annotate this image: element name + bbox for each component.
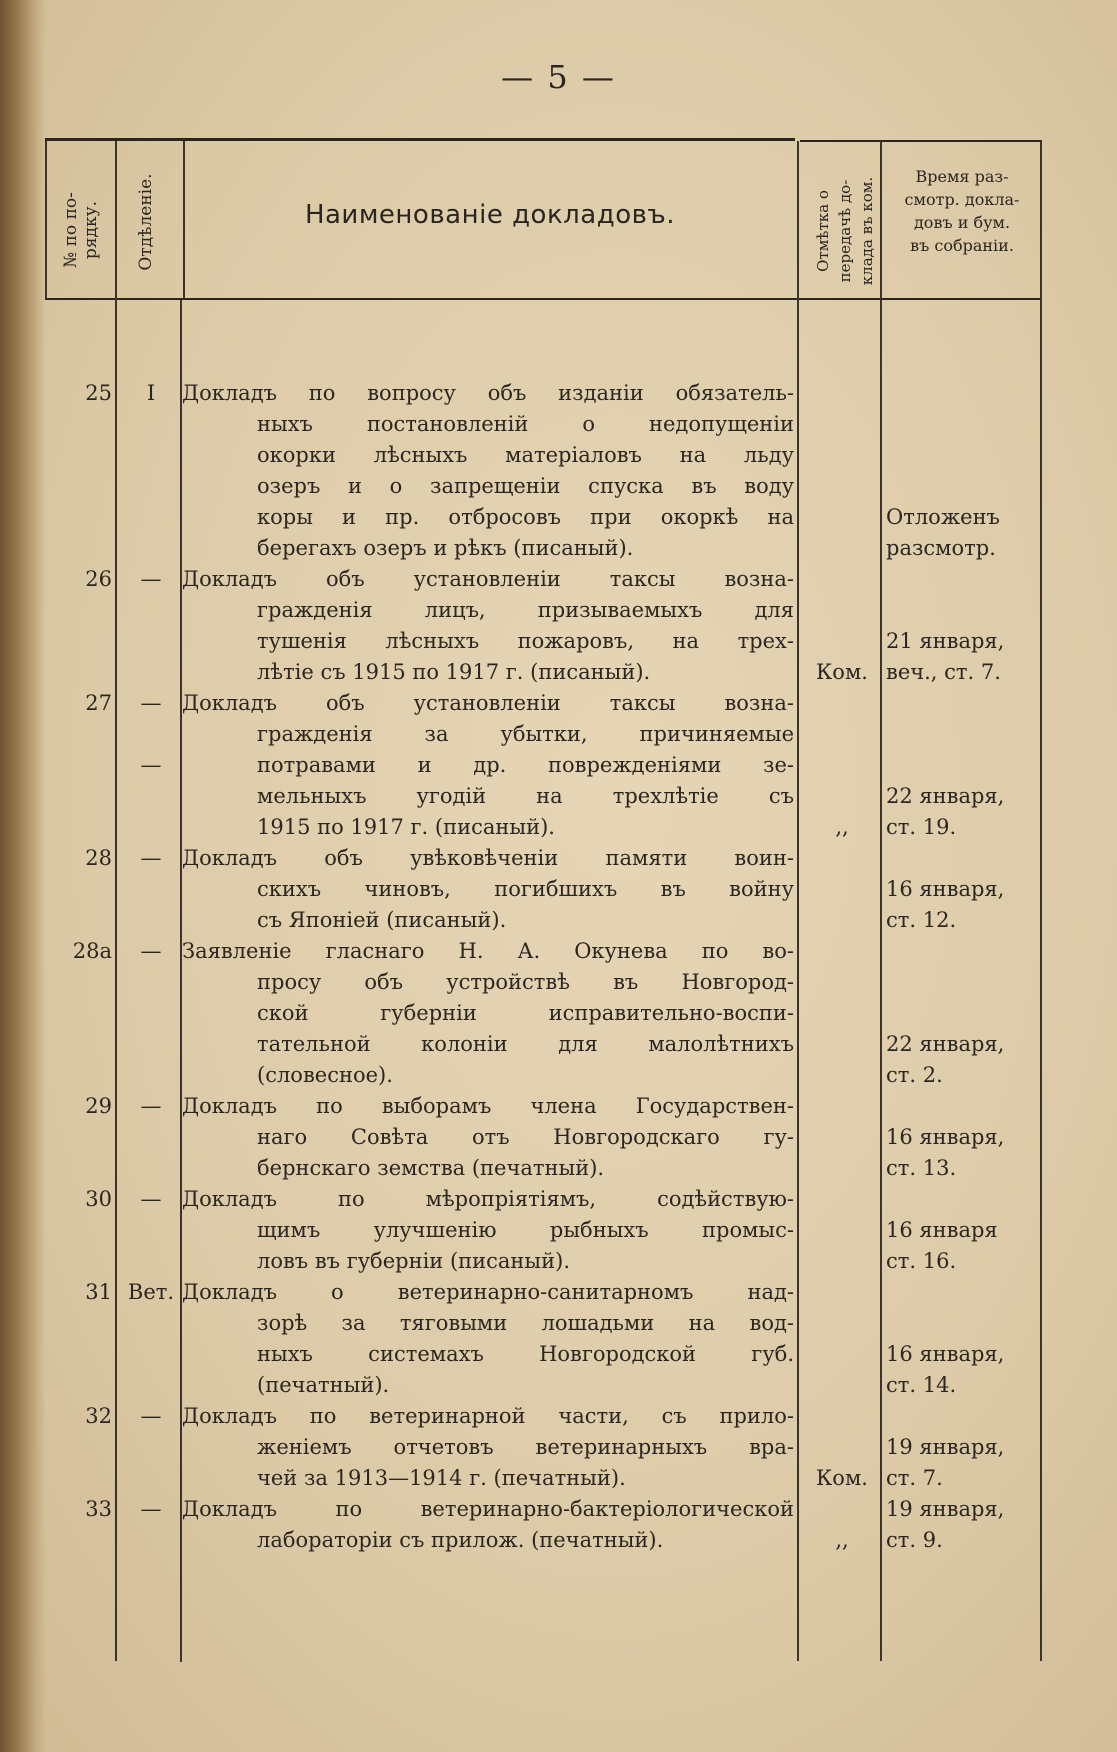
row-time: веч., ст. 7. [886, 660, 1001, 684]
row-number: 27 [85, 691, 112, 715]
row-title-line: гражденія за убытки, причиняемые [257, 722, 794, 746]
row-time: ст. 16. [886, 1249, 957, 1273]
row-time: 22 января, [886, 784, 1005, 808]
row-title-line: окорки лѣсныхъ матеріаловъ на льду [257, 443, 794, 467]
column-divider [115, 141, 117, 1661]
header-reference-column: Отмѣтка о передачѣ до- клада въ ком. [814, 176, 876, 286]
row-time: ст. 13. [886, 1156, 957, 1180]
row-title-line: (печатный). [257, 1373, 390, 1397]
row-title-line: берегахъ озеръ и рѣкъ (писаный). [257, 536, 634, 560]
row-title-line: Докладъ по выборамъ члена Государствен- [182, 1094, 794, 1118]
row-department: — [140, 1094, 162, 1118]
header-number-column: № по по- рядку. [61, 192, 101, 268]
header-title-column: Наименованіе докладовъ. [304, 200, 676, 230]
table-top-rule-right [800, 140, 1042, 142]
row-time: ст. 9. [886, 1528, 943, 1552]
row-title-line: ской губерніи исправительно-воспи- [257, 1001, 794, 1025]
table-top-rule [45, 138, 795, 141]
row-time: разсмотр. [886, 536, 996, 560]
row-time: 19 января, [886, 1435, 1005, 1459]
row-department: — [140, 1404, 162, 1428]
row-title-line: ловъ въ губерніи (писаный). [257, 1249, 571, 1273]
row-title-line: Докладъ по мѣропріятіямъ, содѣйствую- [182, 1187, 794, 1211]
row-title-line: (словесное). [257, 1063, 393, 1087]
row-time: ст. 14. [886, 1373, 957, 1397]
row-time: 19 января, [886, 1497, 1005, 1521]
column-divider [45, 141, 47, 299]
row-time: ст. 19. [886, 815, 957, 839]
row-title-line: потравами и др. поврежденіями зе- [257, 753, 794, 777]
row-title-line: 1915 по 1917 г. (писаный). [257, 815, 555, 839]
row-committee-mark: Ком. [816, 1466, 868, 1490]
row-number: 28 [85, 846, 112, 870]
column-divider [880, 141, 882, 1661]
row-time: 16 января, [886, 1125, 1005, 1149]
row-number: 33 [85, 1497, 112, 1521]
row-title-line: коры и пр. отбросовъ при окоркѣ на [257, 505, 794, 529]
row-title-line: зорѣ за тяговыми лошадьми на вод- [257, 1311, 794, 1335]
header-bottom-rule [45, 298, 1042, 300]
row-time: 22 января, [886, 1032, 1005, 1056]
row-title-line: Докладъ по ветеринарной части, съ прило- [182, 1404, 794, 1428]
row-department: I [146, 381, 156, 405]
row-title-line: Докладъ объ установленіи таксы возна- [182, 691, 794, 715]
header-department-column: Отдѣленіе. [136, 173, 156, 271]
row-title-line: бернскаго земства (печатный). [257, 1156, 605, 1180]
row-number: 28а [72, 939, 112, 963]
row-title-line: мельныхъ угодій на трехлѣтіе съ [257, 784, 794, 808]
row-department: — [140, 1187, 162, 1211]
row-title-line: лѣтіе съ 1915 по 1917 г. (писаный). [257, 660, 651, 684]
book-binding-shadow [0, 0, 46, 1752]
column-divider [1040, 141, 1042, 1661]
row-title-line: чей за 1913—1914 г. (печатный). [257, 1466, 626, 1490]
row-time: 16 января, [886, 1342, 1005, 1366]
row-title-line: съ Японіей (писаный). [257, 908, 507, 932]
row-number: 25 [85, 381, 112, 405]
row-committee-mark: ,, [835, 815, 849, 839]
row-number: 32 [85, 1404, 112, 1428]
row-title-line: скихъ чиновъ, погибшихъ въ войну [257, 877, 794, 901]
column-divider [180, 300, 182, 1662]
row-time: 16 января, [886, 877, 1005, 901]
row-time: 16 января [886, 1218, 998, 1242]
row-title-line: наго Совѣта отъ Новгородскаго гу- [257, 1125, 794, 1149]
column-divider [797, 141, 799, 1661]
row-department-mark: — [140, 753, 162, 777]
row-department: — [140, 939, 162, 963]
header-time-column: Время раз- смотр. докла- довъ и бум. въ собраніи. [904, 167, 1020, 255]
row-department: Вет. [127, 1280, 175, 1304]
page-number: — 5 — [501, 58, 616, 96]
row-committee-mark: ,, [835, 1528, 849, 1552]
row-number: 30 [85, 1187, 112, 1211]
row-title-line: Докладъ объ установленіи таксы возна- [182, 567, 794, 591]
row-title-line: ныхъ системахъ Новгородской губ. [257, 1342, 794, 1366]
row-time: 21 января, [886, 629, 1005, 653]
row-title-line: женіемъ отчетовъ ветеринарныхъ вра- [257, 1435, 794, 1459]
row-title-line: просу объ устройствѣ въ Новгород- [257, 970, 794, 994]
row-title-line: Заявленіе гласнаго Н. А. Окунева по во- [182, 939, 794, 963]
row-time: ст. 2. [886, 1063, 943, 1087]
row-time: ст. 7. [886, 1466, 943, 1490]
row-title-line: щимъ улучшенію рыбныхъ промыс- [257, 1218, 794, 1242]
row-title-line: ныхъ постановленій о недопущеніи [257, 412, 794, 436]
row-title-line: Докладъ по ветеринарно-бактеріологической [182, 1497, 794, 1521]
row-department: — [140, 691, 162, 715]
row-department: — [140, 567, 162, 591]
row-committee-mark: Ком. [816, 660, 868, 684]
row-title-line: тушенія лѣсныхъ пожаровъ, на трех- [257, 629, 794, 653]
row-title-line: гражденія лицъ, призываемыхъ для [257, 598, 794, 622]
row-number: 26 [85, 567, 112, 591]
row-title-line: лабораторіи съ прилож. (печатный). [257, 1528, 664, 1552]
row-time: ст. 12. [886, 908, 957, 932]
row-title-line: Докладъ объ увѣковѣченіи памяти воин- [182, 846, 794, 870]
row-title-line: Докладъ о ветеринарно-санитарномъ над- [182, 1280, 794, 1304]
row-number: 31 [85, 1280, 112, 1304]
row-department: — [140, 1497, 162, 1521]
row-title-line: озеръ и о запрещеніи спуска въ воду [257, 474, 794, 498]
row-time: Отложенъ [886, 505, 1000, 529]
row-title-line: тательной колоніи для малолѣтнихъ [257, 1032, 794, 1056]
row-number: 29 [85, 1094, 112, 1118]
row-title-line: Докладъ по вопросу объ изданіи обязатель- [182, 381, 794, 405]
row-department: — [140, 846, 162, 870]
